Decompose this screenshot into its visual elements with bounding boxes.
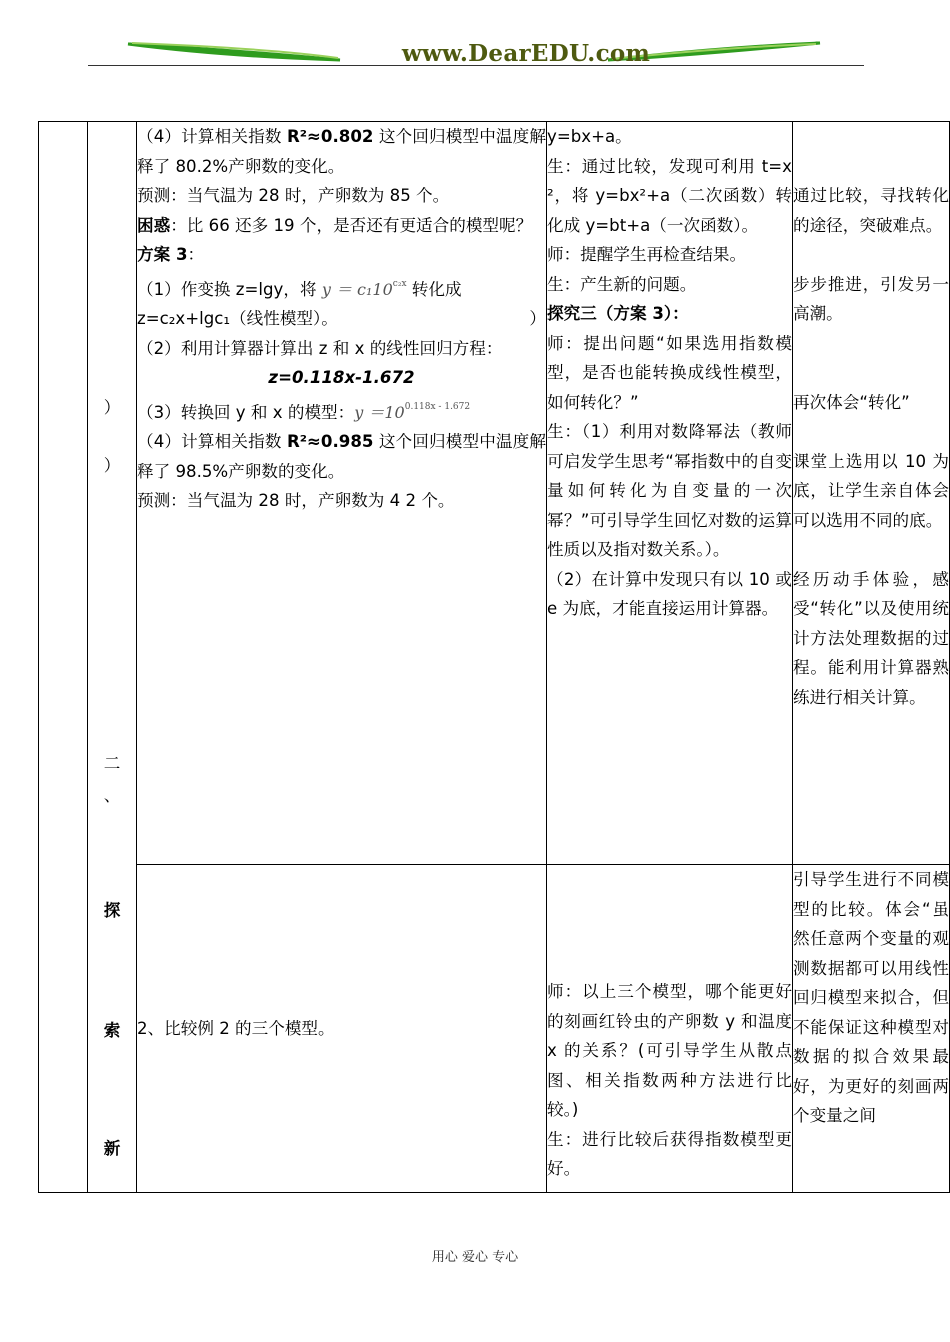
intent-paragraph: 课堂上选用以 10 为底，让学生亲自体会可以选用不同的底。 xyxy=(793,451,949,530)
content-paragraph xyxy=(137,211,546,241)
math-expression: y ＝ c₁10 xyxy=(321,279,393,299)
bold-run: 方案 3 xyxy=(137,245,188,264)
bold-run: 探究三（方案 3）： xyxy=(547,304,689,323)
content-paragraph xyxy=(137,270,546,305)
text-run: 这个回归模型中温度解释了 80.2%产卵数的变化。 xyxy=(137,127,546,176)
text-run: ：比 66 还多 19 个，是否还有更适合的模型呢？ xyxy=(170,215,533,235)
intent-cell xyxy=(793,865,950,1193)
stage-char: 新 xyxy=(103,1139,121,1158)
content-paragraph xyxy=(137,240,546,270)
text-run: （2）在计算中发现只有以 10 或 e 为底，才能直接运用计算器。 xyxy=(547,569,792,618)
math-exponent: 0.118x - 1.672 xyxy=(404,401,471,412)
activity-paragraph: 师：以上三个模型，哪个能更好的刻画红铃虫的产卵数 y 和温度 x 的关系？(可引导学生从散点图、相关指数两种方法进行比较。) xyxy=(547,982,792,1119)
bold-run: R²≈0.802 xyxy=(286,127,374,146)
content-paragraph xyxy=(137,486,546,516)
text-run: （2）利用计算器计算出 z 和 x 的线性回归方程： xyxy=(137,338,503,358)
trailing-bracket: ） xyxy=(529,309,546,328)
lesson-table xyxy=(38,121,950,1193)
activity-paragraph xyxy=(547,299,792,329)
table-row xyxy=(39,865,950,1193)
site-logo xyxy=(88,38,864,72)
intent-paragraphs xyxy=(793,181,949,712)
stage-comma: 、 xyxy=(103,786,121,805)
logo-text: www.DearEDU.com xyxy=(401,40,651,67)
table-row xyxy=(39,122,950,865)
blank-column-cell xyxy=(39,122,88,1193)
text-run: 师：提醒学生再检查结果。 xyxy=(547,245,747,264)
activity-paragraph: 生：进行比较后获得指数模型更好。 xyxy=(547,1129,792,1178)
bold-run: R²≈0.985 xyxy=(286,432,374,451)
text-run: 预测：当气温为 28 时，产卵数为 85 个。 xyxy=(137,186,450,205)
content-paragraphs xyxy=(137,122,546,516)
intent-paragraph: 再次体会“转化” xyxy=(793,392,910,412)
content-paragraph xyxy=(137,393,546,428)
activity-paragraph xyxy=(547,152,792,241)
text-run: 生：（1）利用对数降幂法（教师可启发学生思考“幂指数中的自变量如何转化为自变量的一次幂？”可引导学生回忆对数的运算性质以及指对数关系。）。 xyxy=(547,422,792,559)
text-run: 预测：当气温为 28 时，产卵数为 4 2 个。 xyxy=(137,491,455,510)
intent-cell xyxy=(793,122,950,865)
stage-char: 索 xyxy=(103,1021,121,1040)
text-run: （3）转换回 y 和 x 的模型： xyxy=(137,402,355,422)
activity-cell xyxy=(547,122,793,865)
stage-cell xyxy=(88,122,137,1193)
content-cell xyxy=(137,122,547,865)
content-paragraph xyxy=(137,304,546,334)
activity-paragraph xyxy=(547,329,792,418)
stage-bracket: ） xyxy=(103,456,121,475)
text-run: 师：提出问题“如果选用指数模型，是否也能转换成线性模型，如何转化？” xyxy=(547,333,792,412)
text-run: 生：产生新的问题。 xyxy=(547,274,697,294)
activity-paragraphs xyxy=(547,122,792,624)
content-paragraph xyxy=(137,122,546,181)
activity-paragraph xyxy=(547,565,792,624)
activity-paragraph xyxy=(547,240,792,270)
formula-line: z=0.118x-1.672 xyxy=(268,368,415,387)
content-cell xyxy=(137,865,547,1193)
intent-paragraph: 步步推进，引发另一高潮。 xyxy=(793,274,949,323)
content-text: 2、比较例 2 的三个模型。 xyxy=(137,1018,335,1038)
activity-paragraph xyxy=(547,417,792,565)
content-paragraph xyxy=(137,181,546,211)
intent-paragraph: 通过比较，寻找转化的途径，突破难点。 xyxy=(793,186,949,235)
text-run: 生：通过比较，发现可利用 t=x ²，将 y=bx²+a（二次函数）转化成 y=bt+a（一次函数）。 xyxy=(547,156,792,235)
text-run: z=c₂x+lgc₁（线性模型）。 xyxy=(137,309,338,328)
content-paragraph xyxy=(137,334,546,364)
math-exponent: c₂x xyxy=(392,278,407,289)
text-run: （4）计算相关指数 xyxy=(137,432,287,451)
text-run: ： xyxy=(187,245,205,264)
stage-bracket: ） xyxy=(103,398,121,417)
activity-paragraph xyxy=(547,122,792,152)
intent-paragraph: 经历动手体验，感受“转化”以及使用统计方法处理数据的过程。能利用计算器熟练进行相关计算。 xyxy=(793,569,949,707)
text-run: （1）作变换 z=lgy，将 xyxy=(137,279,322,299)
stage-char: 探 xyxy=(103,901,121,920)
text-run: y=bx+a。 xyxy=(547,127,632,146)
intent-text: 引导学生进行不同模型的比较。体会“虽然任意两个变量的观测数据都可以用线性回归模型来拟合，但不能保证这种模型对数据的拟合效果最好，为更好的刻画两个变量之间 xyxy=(793,870,949,1125)
activity-paragraph xyxy=(547,270,792,300)
header-rule xyxy=(88,65,864,66)
text-run: （4）计算相关指数 xyxy=(137,127,287,146)
math-expression: y ＝10 xyxy=(354,402,405,422)
page-footer: 用心 爱心 专心 xyxy=(431,1250,519,1265)
content-paragraph xyxy=(137,427,546,486)
stage-number: 二 xyxy=(103,754,121,773)
bold-run: 困惑 xyxy=(137,215,171,235)
activity-cell xyxy=(547,865,793,1193)
activity-paragraphs xyxy=(547,977,792,1184)
text-run: 转化成 xyxy=(406,279,462,299)
text-run: 这个回归模型中温度解释了 98.5%产卵数的变化。 xyxy=(137,432,546,481)
